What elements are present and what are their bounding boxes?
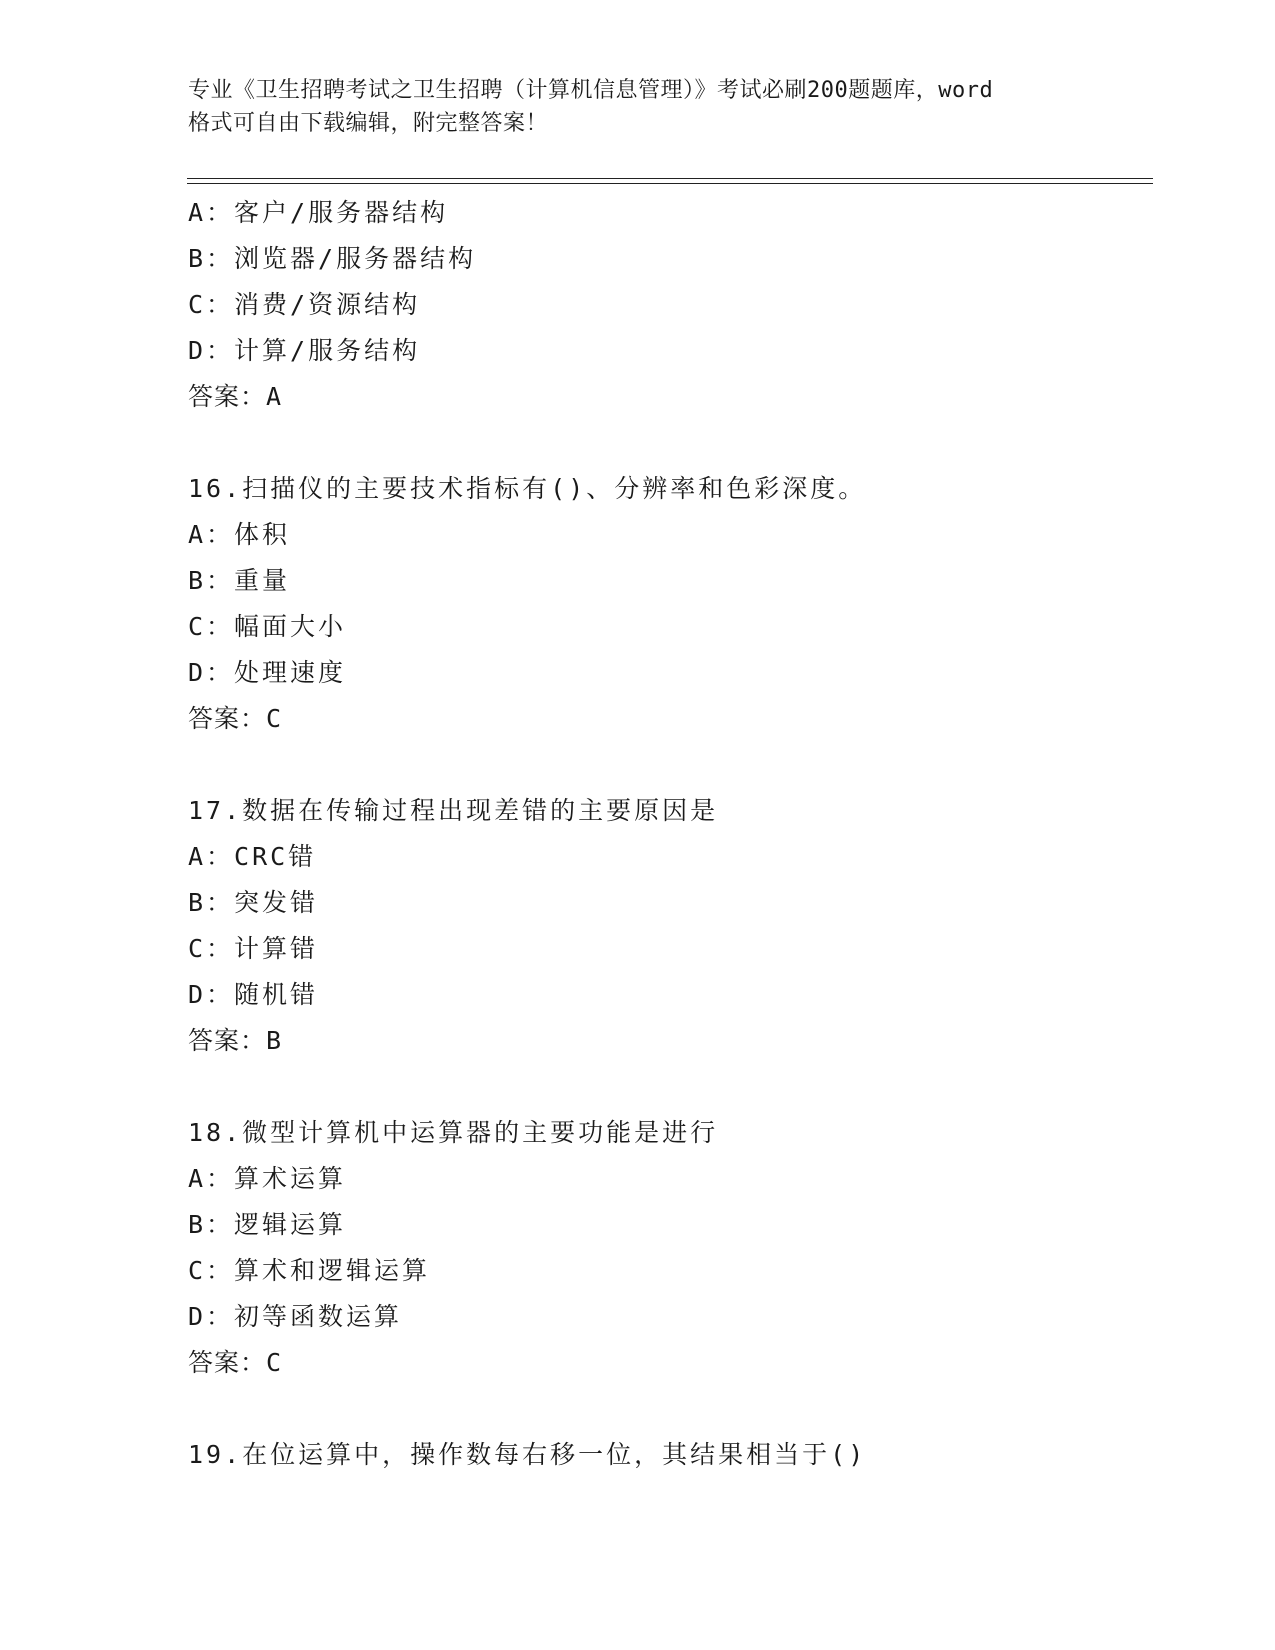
question-list — [188, 190, 1148, 1478]
question-text: 17.数据在传输过程出现差错的主要原因是 — [188, 796, 719, 825]
option-a: A：体积 — [188, 520, 291, 549]
question-block-17 — [188, 788, 1148, 1064]
document-header — [188, 74, 1088, 140]
option-d: D：处理速度 — [188, 658, 347, 687]
question-block-19 — [188, 1432, 1148, 1478]
option-a: A：算术运算 — [188, 1164, 347, 1193]
question-text: 18.微型计算机中运算器的主要功能是进行 — [188, 1118, 719, 1147]
answer-line: 答案：A — [188, 382, 283, 411]
option-c: C：幅面大小 — [188, 612, 347, 641]
option-b: B：浏览器/服务器结构 — [188, 244, 477, 273]
option-d: D：初等函数运算 — [188, 1302, 403, 1331]
answer-line: 答案：B — [188, 1026, 283, 1055]
question-text: 16.扫描仪的主要技术指标有()、分辨率和色彩深度。 — [188, 474, 867, 503]
option-c: C：算术和逻辑运算 — [188, 1256, 431, 1285]
option-d: D：随机错 — [188, 980, 319, 1009]
question-block-16 — [188, 466, 1148, 742]
option-c: C：计算错 — [188, 934, 319, 963]
header-divider-bottom — [187, 183, 1153, 184]
option-b: B：突发错 — [188, 888, 319, 917]
option-a: A：CRC错 — [188, 842, 317, 871]
option-b: B：重量 — [188, 566, 291, 595]
answer-line: 答案：C — [188, 1348, 283, 1377]
question-block-15 — [188, 190, 1148, 420]
option-b: B：逻辑运算 — [188, 1210, 347, 1239]
option-a: A：客户/服务器结构 — [188, 198, 449, 227]
header-line-1: 专业《卫生招聘考试之卫生招聘（计算机信息管理）》考试必刷200题题库，word — [188, 78, 994, 103]
question-block-18 — [188, 1110, 1148, 1386]
header-divider-top — [187, 178, 1153, 179]
answer-line: 答案：C — [188, 704, 283, 733]
header-line-2: 格式可自由下载编辑，附完整答案！ — [188, 111, 549, 136]
question-text: 19.在位运算中，操作数每右移一位，其结果相当于() — [188, 1440, 867, 1469]
option-d: D：计算/服务结构 — [188, 336, 421, 365]
option-c: C：消费/资源结构 — [188, 290, 421, 319]
